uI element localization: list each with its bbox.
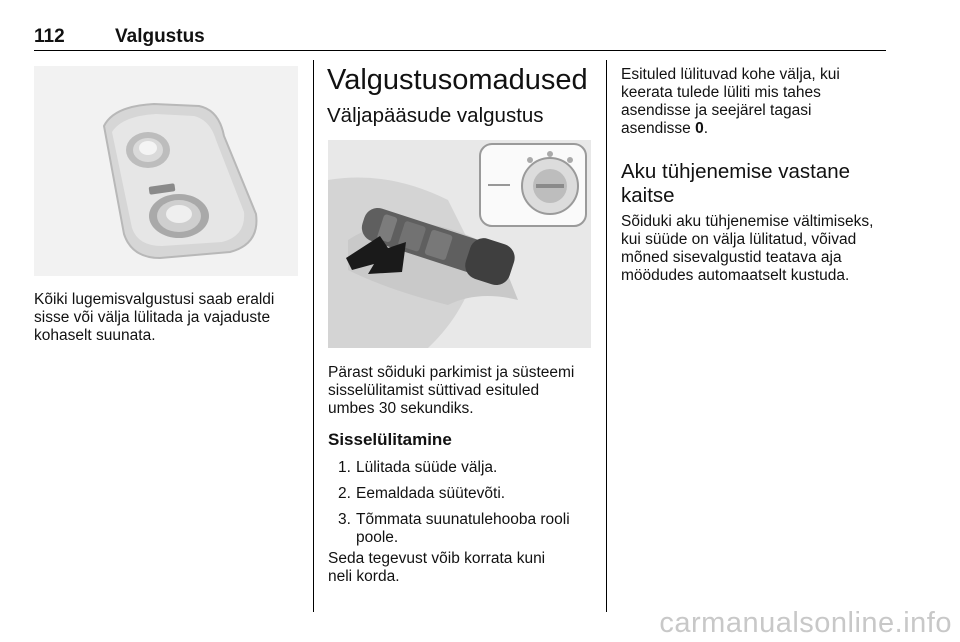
text-line: sisse või välja lülitada ja vajaduste — [34, 309, 271, 326]
column-divider-right — [606, 60, 607, 612]
repeat-note-paragraph — [328, 550, 598, 586]
heading-line: Aku tühjenemise vastane — [621, 160, 851, 183]
heading-line: kaitse — [621, 184, 675, 207]
text-line: Sõiduki aku tühjenemise vältimiseks, — [621, 213, 874, 230]
step-number: 3. — [338, 511, 351, 528]
subsection-heading: Väljapääsude valgustus — [327, 104, 544, 127]
reading-light-illustration — [34, 66, 298, 276]
text-line — [621, 120, 891, 138]
step-text: poole. — [356, 529, 399, 546]
text-line: möödudes automaatselt kustuda. — [621, 267, 850, 284]
step-number: 1. — [338, 459, 351, 476]
list-item — [328, 459, 598, 477]
text-line: mõned sisevalgustid teatava aja — [621, 249, 842, 266]
text-line: keerata tulede lüliti mis tahes — [621, 84, 821, 101]
battery-protection-paragraph — [621, 213, 901, 285]
text-line: kohaselt suunata. — [34, 327, 156, 344]
list-item — [328, 485, 598, 503]
text-line: sisselülitamist süttivad esituled — [328, 382, 540, 399]
page-section-title: Valgustus — [115, 26, 205, 47]
text-span: asendisse — [621, 120, 696, 137]
step-text: Eemaldada süütevõti. — [356, 485, 506, 502]
step-number: 2. — [338, 485, 351, 502]
text-line: Kõiki lugemisvalgustusi saab eraldi — [34, 291, 275, 308]
step-text: Tõmmata suunatulehooba rooli — [356, 511, 570, 528]
section-heading: Valgustusomadused — [327, 64, 588, 96]
text-line: Seda tegevust võib korrata kuni — [328, 550, 546, 567]
headlights-off-paragraph — [621, 66, 891, 138]
activation-steps — [328, 459, 598, 555]
text-line: Pärast sõiduki parkimist ja süsteemi — [328, 364, 575, 381]
step-text: Lülitada süüde välja. — [356, 459, 498, 476]
column-divider-left — [313, 60, 314, 612]
headlight-lever-illustration — [328, 140, 591, 348]
header-divider — [34, 50, 886, 51]
reading-light-paragraph — [34, 291, 304, 345]
text-span: . — [703, 120, 709, 137]
text-line: asendisse ja seejärel tagasi — [621, 102, 812, 119]
page-number: 112 — [34, 26, 65, 47]
text-line: kui süüde on välja lülitatud, võivad — [621, 231, 857, 248]
text-line: Esituled lülituvad kohe välja, kui — [621, 66, 840, 83]
watermark: carmanualsonline.info — [659, 607, 952, 639]
activation-heading: Sisselülitamine — [328, 430, 452, 449]
list-item — [328, 511, 598, 547]
text-line: neli korda. — [328, 568, 400, 585]
exit-lighting-paragraph — [328, 364, 598, 418]
switch-position-zero: 0 — [695, 120, 704, 137]
battery-protection-heading — [621, 160, 896, 208]
text-line: umbes 30 sekundiks. — [328, 400, 474, 417]
